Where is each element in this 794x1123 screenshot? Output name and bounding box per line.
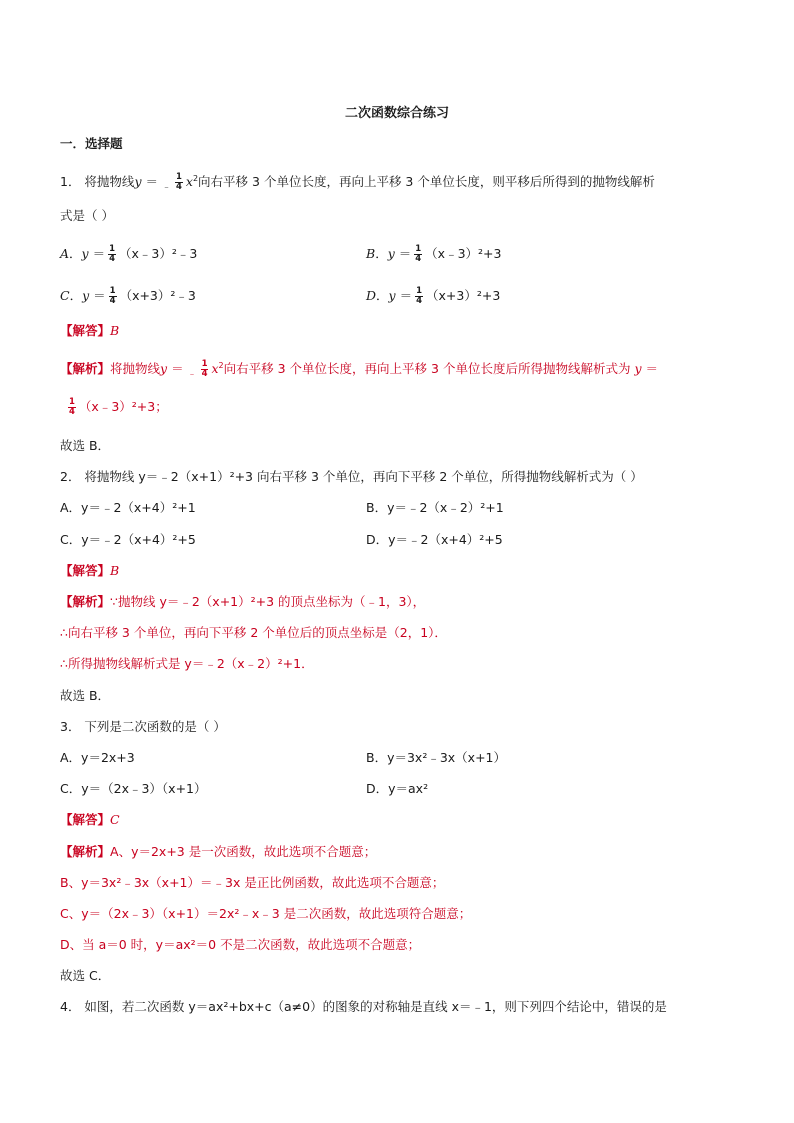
q1-option-d-text: （x+3）²+3 bbox=[426, 288, 501, 303]
q2-conclusion: 故选 B． bbox=[60, 688, 111, 703]
q3-option-d[interactable]: D．y＝ax² bbox=[366, 781, 429, 796]
q1-analysis-lead: 将抛物线 bbox=[110, 361, 161, 376]
q2-analysis-line2: ∴向右平移 3 个单位，再向下平移 2 个单位后的顶点坐标是（2，1）． bbox=[60, 625, 447, 640]
q1-option-d[interactable]: D．y ＝ $\frac{1}{4}$ （x+3）²+3 bbox=[366, 286, 501, 306]
q2-option-c[interactable]: C．y＝﹣2（x+4）²+5 bbox=[60, 532, 196, 547]
q1-analysis-rest: 向右平移 3 个单位长度，再向上平移 3 个单位长度后所得抛物线解析式为 bbox=[223, 361, 631, 376]
q4-stem: 4． 如图，若二次函数 y＝ax²+bx+c（a≠0）的图象的对称轴是直线 x＝﹣1，则下列四个结论中，错误的是 bbox=[60, 999, 667, 1014]
q3-answer bbox=[60, 810, 120, 828]
q1-option-b[interactable]: B．y ＝ $\frac{1}{4}$ （x﹣3）²+3 bbox=[366, 244, 502, 264]
q1-analysis-line2-text: （x﹣3）²+3； bbox=[78, 399, 168, 414]
q1-answer-value: B bbox=[110, 323, 120, 338]
q1-stem-rest: 向右平移 3 个单位长度，再向上平移 3 个单位长度，则平移后所得到的抛物线解析 bbox=[198, 174, 655, 189]
analysis-label: 【解析】 bbox=[60, 844, 111, 859]
q3-option-c[interactable]: C．y＝（2x﹣3）（x+1） bbox=[60, 781, 207, 796]
answer-label: 【解答】 bbox=[60, 812, 111, 827]
q1-stem-line2: 式是（ ） bbox=[60, 208, 114, 223]
q2-option-b[interactable]: B．y＝﹣2（x﹣2）²+1 bbox=[366, 500, 504, 515]
q3-answer-value: C bbox=[110, 812, 120, 827]
q3-option-a[interactable]: A．y＝2x+3 bbox=[60, 750, 135, 765]
q1-option-a[interactable]: A．y ＝ $\frac{1}{4}$ （x﹣3）²﹣3 bbox=[60, 244, 198, 264]
q3-analysis-line4: D、当 a＝0 时，y＝ax²＝0 不是二次函数，故此选项不合题意； bbox=[60, 937, 421, 952]
answer-label: 【解答】 bbox=[60, 563, 111, 578]
q2-answer-value: B bbox=[110, 563, 120, 578]
q3-stem: 3． 下列是二次函数的是（ ） bbox=[60, 719, 226, 734]
q1-stem-line1: 1． 将抛物线y ＝ $_﹣$ $\frac{1}{4}$ $x^2$向右平移 3 个单位长度，再向上平移 3 个单位长度，则平移后所得到的抛物线解析 bbox=[60, 172, 655, 193]
q3-analysis-line1 bbox=[60, 842, 376, 860]
q3-conclusion: 故选 C． bbox=[60, 968, 111, 983]
q3-option-b[interactable]: B．y＝3x²﹣3x（x+1） bbox=[366, 750, 507, 765]
analysis-label: 【解析】 bbox=[60, 361, 111, 376]
q2-stem: 2． 将抛物线 y＝﹣2（x+1）²+3 向右平移 3 个单位，再向下平移 2 个单位，所得抛物线解析式为（ ） bbox=[60, 469, 643, 484]
q1-option-c[interactable]: C．y ＝ $\frac{1}{4}$ （x+3）²﹣3 bbox=[60, 286, 196, 306]
q2-analysis-line3: ∴所得抛物线解析式是 y＝﹣2（x﹣2）²+1． bbox=[60, 656, 314, 671]
q1-option-c-text: （x+3）²﹣3 bbox=[119, 288, 196, 303]
answer-label: 【解答】 bbox=[60, 323, 111, 338]
q1-answer bbox=[60, 321, 119, 339]
q2-analysis-line1 bbox=[60, 592, 425, 610]
q1-analysis-line2: $\frac{1}{4}$ （x﹣3）²+3； bbox=[69, 397, 168, 417]
q3-analysis-line3: C、y＝（2x﹣3）（x+1）＝2x²﹣x﹣3 是二次函数，故此选项符合题意； bbox=[60, 906, 472, 921]
q1-conclusion: 故选 B． bbox=[60, 438, 111, 453]
q2-analysis-line1-text: ∵抛物线 y＝﹣2（x+1）²+3 的顶点坐标为（﹣1，3）， bbox=[110, 594, 426, 609]
q2-answer bbox=[60, 561, 119, 579]
q3-analysis-line2: B、y＝3x²﹣3x（x+1）＝﹣3x 是正比例函数，故此选项不合题意； bbox=[60, 875, 445, 890]
q1-option-b-text: （x﹣3）²+3 bbox=[425, 246, 502, 261]
q1-option-a-text: （x﹣3）²﹣3 bbox=[119, 246, 198, 261]
section-heading: 一．选择题 bbox=[60, 136, 123, 151]
q1-stem-lead: 1． 将抛物线 bbox=[60, 174, 135, 189]
q2-option-a[interactable]: A．y＝﹣2（x+4）²+1 bbox=[60, 500, 196, 515]
page-title: 二次函数综合练习 bbox=[344, 106, 449, 121]
q3-analysis-line1-text: A、y＝2x+3 是一次函数，故此选项不合题意； bbox=[110, 844, 377, 859]
q2-option-d[interactable]: D．y＝﹣2（x+4）²+5 bbox=[366, 532, 503, 547]
analysis-label: 【解析】 bbox=[60, 594, 111, 609]
q1-analysis-line1: 【解析】将抛物线y ＝ $_﹣$ $\frac{1}{4}$ $x^2$向右平移 3 个单位长度，再向上平移 3 个单位长度后所得抛物线解析式为 y ＝ bbox=[60, 359, 658, 380]
